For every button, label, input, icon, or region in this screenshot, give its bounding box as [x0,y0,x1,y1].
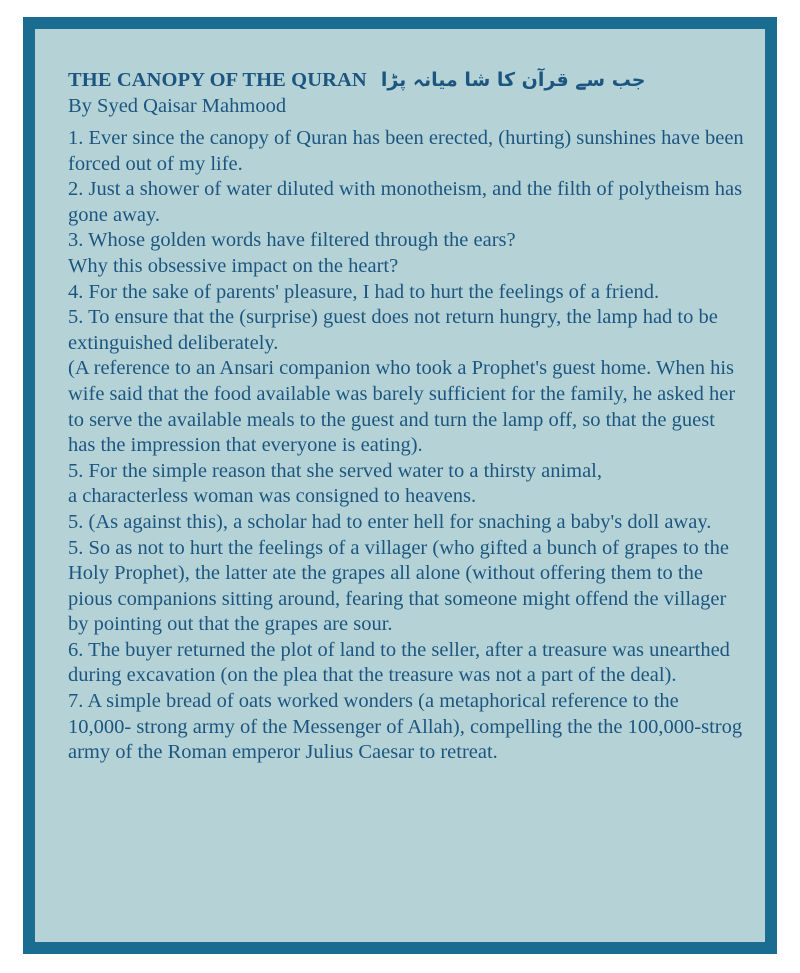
page-title: THE CANOPY OF THE QURAN [68,69,367,91]
paragraph-5b: 5. For the simple reason that she served water to a thirsty animal, [68,459,603,482]
paragraph-6: 6. The buyer returned the plot of land to the seller, after a treasure was unearthed during excavation (on the plea that the treasure was not a part of the deal). [68,638,730,687]
paragraph-7: 7. A simple bread of oats worked wonders (a metaphorical reference to the 10,000- strong army of the Messenger of Allah), compelling the the 100,000-strog army of the Roman emperor Julius Caesar to retreat. [68,690,743,764]
paragraph-5: 5. To ensure that the (surprise) guest does not return hungry, the lamp had to be extinguished deliberately. [68,306,718,354]
paragraph-5b-continued: a characterless woman was consigned to heavens. [68,485,477,508]
author-byline: By Syed Qaisar Mahmood [68,95,287,117]
paragraph-1: 1. Ever since the canopy of Quran has been erected, (hurting) sunshines have been forced out of my life. [68,127,744,175]
poem-body [68,126,745,766]
paragraph-3: 3. Whose golden words have filtered through the ears? [68,229,516,252]
paragraph-3-continued: Why this obsessive impact on the heart? [68,254,399,277]
paragraph-2: 2. Just a shower of water diluted with monotheism, and the filth of polytheism has gone away. [68,178,743,226]
title-row [68,69,745,92]
paragraph-4: 4. For the sake of parents' pleasure, I had to hurt the feelings of a friend. [68,280,660,303]
paragraph-5c: 5. (As against this), a scholar had to enter hell for snaching a baby's doll away. [68,510,712,533]
document-frame [23,17,777,954]
urdu-title: جب سے قرآن کا شا میانہ پڑا [380,69,646,91]
paragraph-5d: 5. So as not to hurt the feelings of a villager (who gifted a bunch of grapes to the Holy Prophet), the latter ate the grapes all alone (without offering them to the pious companions sitting around, fearing that someone might offend the villager by pointing out that the grapes are sour. [68,536,729,636]
paragraph-5-note: (A reference to an Ansari companion who took a Prophet's guest home. When his wife said that the food available was barely sufficient for the family, he asked her to serve the available meals to the guest and turn the lamp off, so that the guest has the impression that everyone is eating). [68,357,736,457]
document-panel [35,29,765,942]
